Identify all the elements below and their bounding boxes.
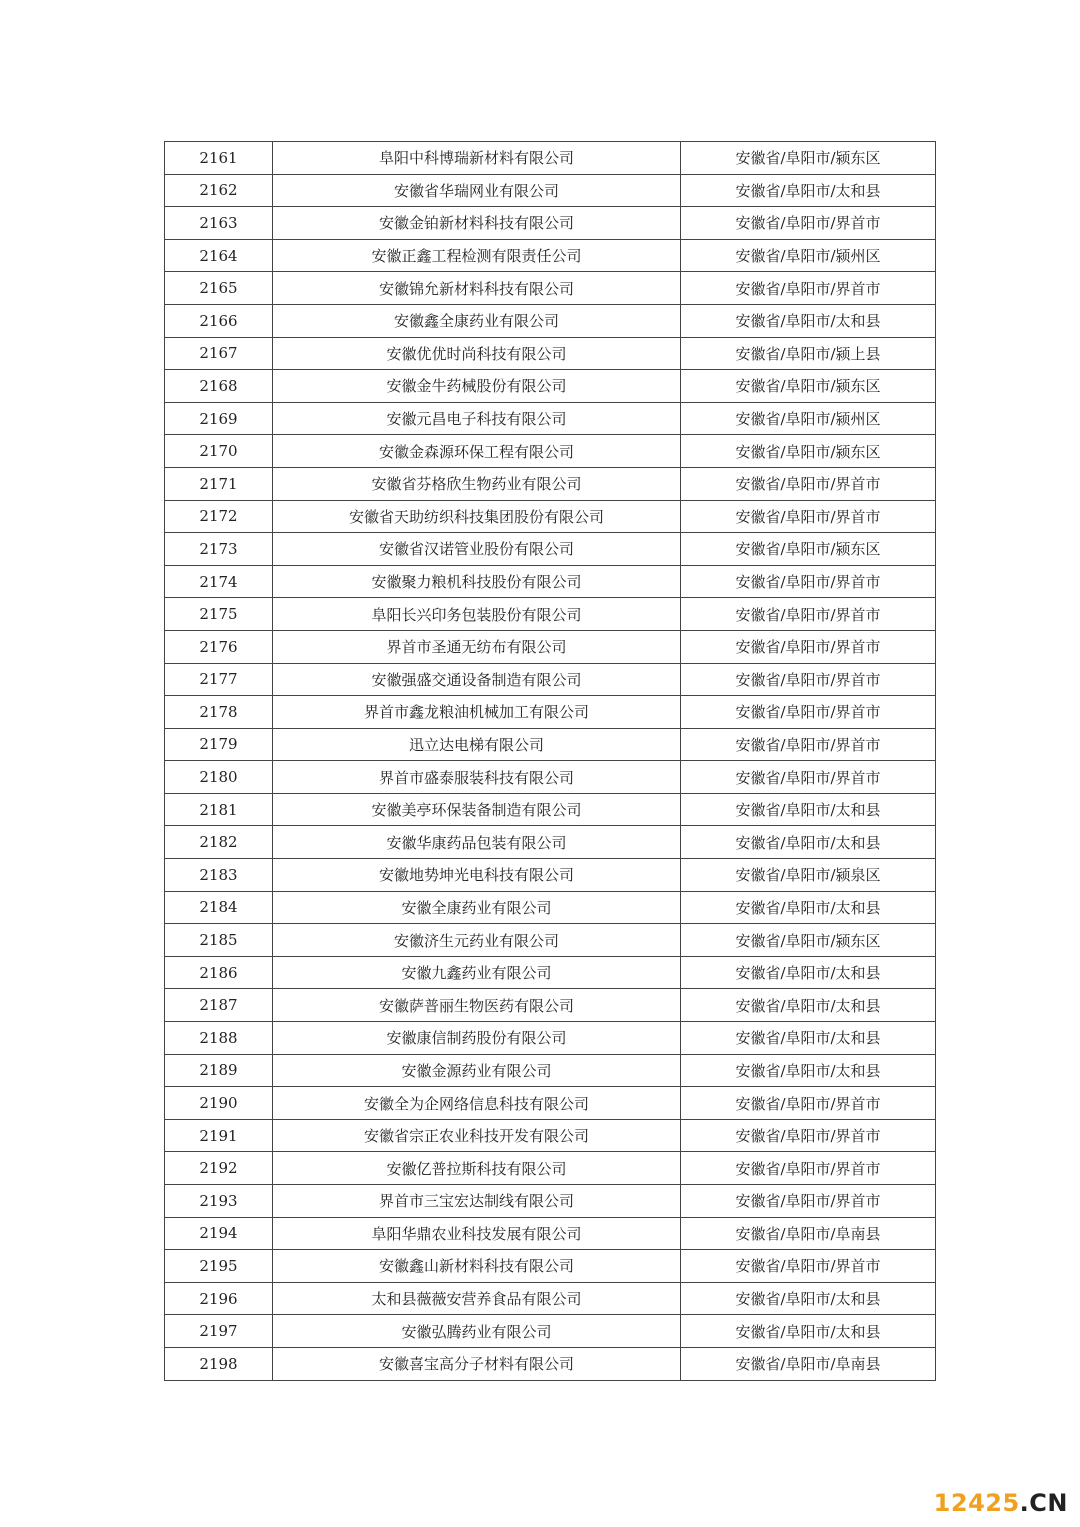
watermark-number: 12425 bbox=[933, 1489, 1020, 1517]
row-number-cell: 2177 bbox=[165, 663, 273, 696]
table-row bbox=[165, 1185, 936, 1218]
company-name-cell: 界首市圣通无纺布有限公司 bbox=[273, 630, 681, 663]
row-number-cell: 2181 bbox=[165, 793, 273, 826]
watermark-tld: CN bbox=[1029, 1489, 1068, 1517]
company-name-cell: 安徽九鑫药业有限公司 bbox=[273, 956, 681, 989]
table-body bbox=[165, 142, 936, 1381]
table-row bbox=[165, 467, 936, 500]
company-name-cell: 安徽锦允新材料科技有限公司 bbox=[273, 272, 681, 305]
region-cell: 安徽省/阜阳市/界首市 bbox=[681, 663, 936, 696]
company-name-cell: 安徽金森源环保工程有限公司 bbox=[273, 435, 681, 468]
region-cell: 安徽省/阜阳市/界首市 bbox=[681, 272, 936, 305]
row-number-cell: 2190 bbox=[165, 1087, 273, 1120]
row-number-cell: 2180 bbox=[165, 761, 273, 794]
region-cell: 安徽省/阜阳市/界首市 bbox=[681, 565, 936, 598]
table-row bbox=[165, 956, 936, 989]
table-row bbox=[165, 924, 936, 957]
region-cell: 安徽省/阜阳市/颍州区 bbox=[681, 402, 936, 435]
company-name-cell: 安徽省天助纺织科技集团股份有限公司 bbox=[273, 500, 681, 533]
row-number-cell: 2198 bbox=[165, 1347, 273, 1380]
row-number-cell: 2174 bbox=[165, 565, 273, 598]
row-number-cell: 2171 bbox=[165, 467, 273, 500]
company-name-cell: 安徽优优时尚科技有限公司 bbox=[273, 337, 681, 370]
region-cell: 安徽省/阜阳市/界首市 bbox=[681, 696, 936, 729]
table-row bbox=[165, 1315, 936, 1348]
company-name-cell: 安徽美亭环保装备制造有限公司 bbox=[273, 793, 681, 826]
row-number-cell: 2187 bbox=[165, 989, 273, 1022]
row-number-cell: 2163 bbox=[165, 207, 273, 240]
region-cell: 安徽省/阜阳市/颍上县 bbox=[681, 337, 936, 370]
row-number-cell: 2196 bbox=[165, 1282, 273, 1315]
table-row bbox=[165, 728, 936, 761]
region-cell: 安徽省/阜阳市/界首市 bbox=[681, 630, 936, 663]
table-row bbox=[165, 1347, 936, 1380]
company-name-cell: 安徽华康药品包装有限公司 bbox=[273, 826, 681, 859]
row-number-cell: 2161 bbox=[165, 142, 273, 175]
region-cell: 安徽省/阜阳市/颍泉区 bbox=[681, 859, 936, 892]
table-row bbox=[165, 1282, 936, 1315]
company-name-cell: 安徽正鑫工程检测有限责任公司 bbox=[273, 239, 681, 272]
region-cell: 安徽省/阜阳市/颍州区 bbox=[681, 239, 936, 272]
table-row bbox=[165, 500, 936, 533]
company-name-cell: 阜阳华鼎农业科技发展有限公司 bbox=[273, 1217, 681, 1250]
company-name-cell: 安徽弘腾药业有限公司 bbox=[273, 1315, 681, 1348]
row-number-cell: 2170 bbox=[165, 435, 273, 468]
company-name-cell: 安徽省芬格欣生物药业有限公司 bbox=[273, 467, 681, 500]
watermark-dot: . bbox=[1019, 1489, 1030, 1517]
company-name-cell: 安徽康信制药股份有限公司 bbox=[273, 1022, 681, 1055]
site-watermark bbox=[934, 1489, 1068, 1517]
region-cell: 安徽省/阜阳市/界首市 bbox=[681, 728, 936, 761]
row-number-cell: 2182 bbox=[165, 826, 273, 859]
table-row bbox=[165, 598, 936, 631]
region-cell: 安徽省/阜阳市/界首市 bbox=[681, 1250, 936, 1283]
region-cell: 安徽省/阜阳市/太和县 bbox=[681, 1022, 936, 1055]
row-number-cell: 2189 bbox=[165, 1054, 273, 1087]
region-cell: 安徽省/阜阳市/颍东区 bbox=[681, 370, 936, 403]
region-cell: 安徽省/阜阳市/太和县 bbox=[681, 1054, 936, 1087]
table-row bbox=[165, 142, 936, 175]
row-number-cell: 2185 bbox=[165, 924, 273, 957]
row-number-cell: 2186 bbox=[165, 956, 273, 989]
row-number-cell: 2175 bbox=[165, 598, 273, 631]
region-cell: 安徽省/阜阳市/太和县 bbox=[681, 174, 936, 207]
region-cell: 安徽省/阜阳市/太和县 bbox=[681, 989, 936, 1022]
company-name-cell: 安徽省汉诺管业股份有限公司 bbox=[273, 533, 681, 566]
row-number-cell: 2162 bbox=[165, 174, 273, 207]
region-cell: 安徽省/阜阳市/颍东区 bbox=[681, 533, 936, 566]
table-row bbox=[165, 1250, 936, 1283]
table-row bbox=[165, 174, 936, 207]
region-cell: 安徽省/阜阳市/界首市 bbox=[681, 1152, 936, 1185]
row-number-cell: 2169 bbox=[165, 402, 273, 435]
row-number-cell: 2165 bbox=[165, 272, 273, 305]
row-number-cell: 2168 bbox=[165, 370, 273, 403]
company-name-cell: 安徽地势坤光电科技有限公司 bbox=[273, 859, 681, 892]
region-cell: 安徽省/阜阳市/太和县 bbox=[681, 891, 936, 924]
company-name-cell: 安徽元昌电子科技有限公司 bbox=[273, 402, 681, 435]
company-list-table bbox=[164, 141, 936, 1381]
row-number-cell: 2193 bbox=[165, 1185, 273, 1218]
row-number-cell: 2192 bbox=[165, 1152, 273, 1185]
region-cell: 安徽省/阜阳市/界首市 bbox=[681, 500, 936, 533]
company-name-cell: 阜阳中科博瑞新材料有限公司 bbox=[273, 142, 681, 175]
company-name-cell: 安徽喜宝高分子材料有限公司 bbox=[273, 1347, 681, 1380]
region-cell: 安徽省/阜阳市/界首市 bbox=[681, 598, 936, 631]
region-cell: 安徽省/阜阳市/太和县 bbox=[681, 793, 936, 826]
region-cell: 安徽省/阜阳市/界首市 bbox=[681, 1119, 936, 1152]
company-name-cell: 阜阳长兴印务包装股份有限公司 bbox=[273, 598, 681, 631]
row-number-cell: 2176 bbox=[165, 630, 273, 663]
table-row bbox=[165, 1022, 936, 1055]
company-name-cell: 安徽鑫全康药业有限公司 bbox=[273, 304, 681, 337]
table-row bbox=[165, 565, 936, 598]
company-name-cell: 太和县薇薇安营养食品有限公司 bbox=[273, 1282, 681, 1315]
table-row bbox=[165, 239, 936, 272]
company-name-cell: 迅立达电梯有限公司 bbox=[273, 728, 681, 761]
table-row bbox=[165, 1152, 936, 1185]
region-cell: 安徽省/阜阳市/太和县 bbox=[681, 1282, 936, 1315]
company-name-cell: 安徽金牛药械股份有限公司 bbox=[273, 370, 681, 403]
row-number-cell: 2178 bbox=[165, 696, 273, 729]
company-name-cell: 安徽金源药业有限公司 bbox=[273, 1054, 681, 1087]
company-name-cell: 安徽全康药业有限公司 bbox=[273, 891, 681, 924]
region-cell: 安徽省/阜阳市/太和县 bbox=[681, 826, 936, 859]
row-number-cell: 2191 bbox=[165, 1119, 273, 1152]
row-number-cell: 2172 bbox=[165, 500, 273, 533]
table-row bbox=[165, 435, 936, 468]
row-number-cell: 2164 bbox=[165, 239, 273, 272]
table-row bbox=[165, 370, 936, 403]
region-cell: 安徽省/阜阳市/太和县 bbox=[681, 1315, 936, 1348]
table-row bbox=[165, 989, 936, 1022]
table-row bbox=[165, 696, 936, 729]
row-number-cell: 2184 bbox=[165, 891, 273, 924]
company-name-cell: 安徽萨普丽生物医药有限公司 bbox=[273, 989, 681, 1022]
region-cell: 安徽省/阜阳市/颍东区 bbox=[681, 142, 936, 175]
table-row bbox=[165, 402, 936, 435]
table-row bbox=[165, 337, 936, 370]
company-name-cell: 界首市三宝宏达制线有限公司 bbox=[273, 1185, 681, 1218]
row-number-cell: 2166 bbox=[165, 304, 273, 337]
table-row bbox=[165, 761, 936, 794]
table-row bbox=[165, 891, 936, 924]
company-name-cell: 安徽济生元药业有限公司 bbox=[273, 924, 681, 957]
region-cell: 安徽省/阜阳市/阜南县 bbox=[681, 1217, 936, 1250]
row-number-cell: 2197 bbox=[165, 1315, 273, 1348]
region-cell: 安徽省/阜阳市/界首市 bbox=[681, 1087, 936, 1120]
company-name-cell: 安徽省华瑞网业有限公司 bbox=[273, 174, 681, 207]
table-row bbox=[165, 1217, 936, 1250]
table-row bbox=[165, 1054, 936, 1087]
table-row bbox=[165, 663, 936, 696]
region-cell: 安徽省/阜阳市/界首市 bbox=[681, 467, 936, 500]
row-number-cell: 2183 bbox=[165, 859, 273, 892]
company-name-cell: 界首市盛泰服装科技有限公司 bbox=[273, 761, 681, 794]
region-cell: 安徽省/阜阳市/太和县 bbox=[681, 956, 936, 989]
company-name-cell: 安徽亿普拉斯科技有限公司 bbox=[273, 1152, 681, 1185]
table-row bbox=[165, 826, 936, 859]
table-row bbox=[165, 630, 936, 663]
company-name-cell: 安徽鑫山新材料科技有限公司 bbox=[273, 1250, 681, 1283]
table-row bbox=[165, 1087, 936, 1120]
table-row bbox=[165, 272, 936, 305]
company-name-cell: 安徽聚力粮机科技股份有限公司 bbox=[273, 565, 681, 598]
company-name-cell: 安徽全为企网络信息科技有限公司 bbox=[273, 1087, 681, 1120]
company-name-cell: 界首市鑫龙粮油机械加工有限公司 bbox=[273, 696, 681, 729]
region-cell: 安徽省/阜阳市/太和县 bbox=[681, 304, 936, 337]
region-cell: 安徽省/阜阳市/界首市 bbox=[681, 761, 936, 794]
region-cell: 安徽省/阜阳市/颍东区 bbox=[681, 435, 936, 468]
company-name-cell: 安徽强盛交通设备制造有限公司 bbox=[273, 663, 681, 696]
table-row bbox=[165, 533, 936, 566]
table-row bbox=[165, 1119, 936, 1152]
table-row bbox=[165, 207, 936, 240]
region-cell: 安徽省/阜阳市/阜南县 bbox=[681, 1347, 936, 1380]
company-name-cell: 安徽金铂新材料科技有限公司 bbox=[273, 207, 681, 240]
region-cell: 安徽省/阜阳市/界首市 bbox=[681, 207, 936, 240]
row-number-cell: 2188 bbox=[165, 1022, 273, 1055]
company-name-cell: 安徽省宗正农业科技开发有限公司 bbox=[273, 1119, 681, 1152]
region-cell: 安徽省/阜阳市/界首市 bbox=[681, 1185, 936, 1218]
region-cell: 安徽省/阜阳市/颍东区 bbox=[681, 924, 936, 957]
row-number-cell: 2194 bbox=[165, 1217, 273, 1250]
row-number-cell: 2173 bbox=[165, 533, 273, 566]
row-number-cell: 2179 bbox=[165, 728, 273, 761]
row-number-cell: 2167 bbox=[165, 337, 273, 370]
row-number-cell: 2195 bbox=[165, 1250, 273, 1283]
table-row bbox=[165, 793, 936, 826]
table-row bbox=[165, 304, 936, 337]
table-row bbox=[165, 859, 936, 892]
